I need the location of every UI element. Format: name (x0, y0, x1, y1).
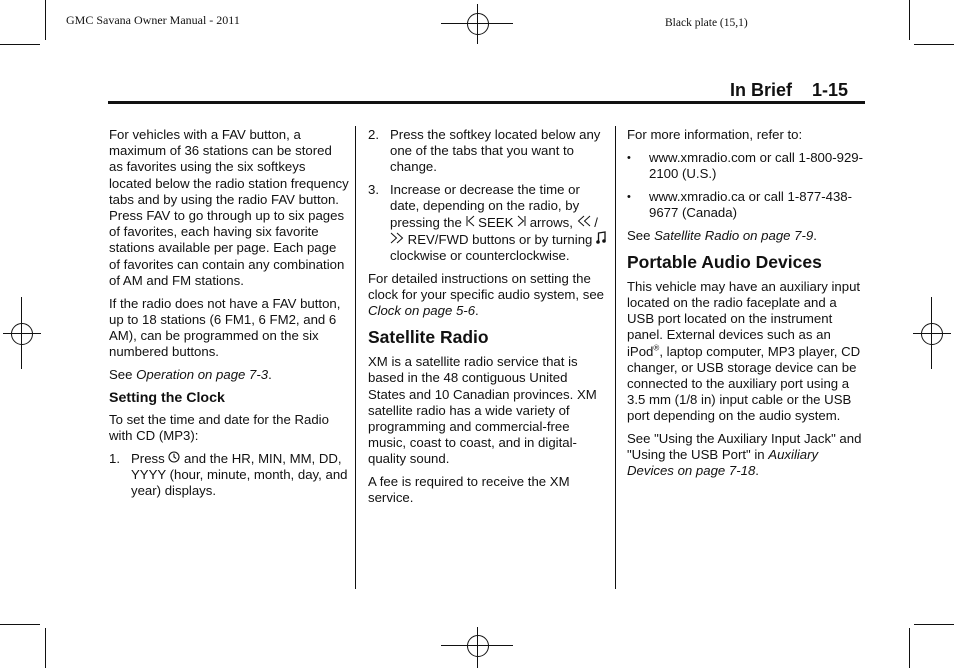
section-heading: Satellite Radio (368, 327, 489, 348)
reference-link: Operation on page 7-3 (136, 366, 269, 382)
paragraph: If the radio does not have a FAV button, up to 18 stations (6 FM1, 6 FM2, and 6 AM), can be programmed on the six numbered buttons. (109, 295, 341, 360)
page-number: 1-15 (812, 80, 849, 100)
manual-title: GMC Savana Owner Manual - 2011 (66, 13, 240, 27)
paragraph: For vehicles with a FAV button, a maximum of 36 stations can be stored as favorites using the six softkeys located below the radio station frequency tabs and by using the radio FAV button. Press FAV to go through up to six pages of favorites, each having six favorite stations available per page. Each page of favorites can contain any combination of AM and FM stations. (109, 127, 349, 288)
plate-label: Black plate (15,1) (665, 17, 748, 29)
reference-link: Satellite Radio on page 7-9 (654, 227, 814, 243)
column-2 (368, 127, 608, 513)
section-header (730, 80, 848, 101)
reference-link: Clock on page 5-6 (368, 303, 476, 319)
clock-icon (168, 451, 180, 465)
seek-next-icon (517, 215, 526, 229)
cross-reference: See Operation on page 7-3. (109, 366, 272, 382)
paragraph: To set the time and date for the Radio with CD (MP3): (109, 411, 329, 443)
subheading: Setting the Clock (109, 389, 225, 406)
list-item: 1. Press and the HR, MIN, MM, DD, YYYY (hour, minute, month, day, and year) displays. (109, 450, 348, 499)
paragraph: A fee is required to receive the XM service. (368, 474, 570, 506)
paragraph: For detailed instructions on setting the clock for your specific audio system, see Clock on page 5-6. (368, 270, 605, 319)
column-1 (109, 127, 349, 506)
paragraph: This vehicle may have an auxiliary input located on the radio faceplate and a USB port located on the instrument panel. External devices such as an iPod®, laptop computer, MP3 player, CD changer, or USB storage device can be connected to the auxiliary port using a 3.5 mm (1/8 in) input cable or the USB port depending on the audio system. (627, 278, 861, 424)
section-name: In Brief (730, 80, 793, 100)
list-item: • www.xmradio.ca or call 1-877-438-9677 (Canada) (627, 188, 853, 220)
rev-icon (577, 215, 591, 229)
header-rule (108, 101, 865, 104)
list-item: • www.xmradio.com or call 1-800-929-2100 (U.S.) (627, 149, 864, 181)
paragraph: See "Using the Auxiliary Input Jack" and "Using the USB Port" in Auxiliary Devices on page 7-18. (627, 431, 862, 479)
tune-knob-icon (596, 231, 606, 246)
cross-reference: See Satellite Radio on page 7-9. (627, 227, 817, 243)
list-item: 2. Press the softkey located below any one of the tabs that you want to change. (368, 127, 601, 175)
registered-mark: ® (653, 343, 660, 353)
bullet: • (627, 190, 631, 203)
reference-link: Auxiliary Devices on page 7-18 (627, 447, 819, 479)
paragraph: For more information, refer to: (627, 127, 803, 142)
section-heading: Portable Audio Devices (627, 251, 822, 272)
column-divider (355, 126, 356, 589)
paragraph: XM is a satellite radio service that is based in the 48 contiguous United States and 10 Canadian provinces. XM satellite radio has a wide variety of programming and commercial-free music, coast to coast, and in digital-quality sound. (368, 354, 597, 467)
bullet: • (627, 151, 631, 164)
column-3 (627, 127, 863, 486)
column-divider (615, 126, 616, 589)
fwd-icon (390, 232, 404, 246)
seek-prev-icon (466, 215, 475, 229)
step-number: 3. (368, 182, 379, 198)
step-number: 2. (368, 127, 379, 142)
step-number: 1. (109, 450, 120, 466)
list-item: 3. Increase or decrease the time or date, depending on the radio, by pressing the SEEK arrows, / REV/FWD buttons or by turning clockwise or counterclockwise. (368, 182, 608, 264)
